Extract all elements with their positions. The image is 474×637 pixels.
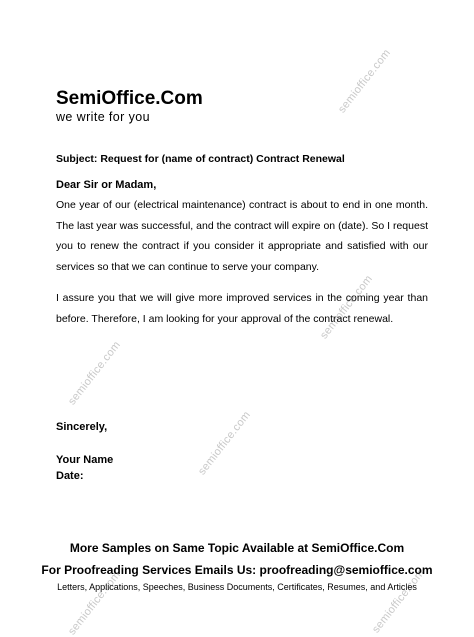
letter-paragraph-1: One year of our (electrical maintenance) contract is about to end in one month. The last year was successful, and the contract will expire on (date). So I request you to renew the contract if you consider it appropriate and satisfied with our services so that we can continue to serve your company. bbox=[56, 199, 428, 273]
watermark-text: semioffice.com bbox=[196, 409, 254, 478]
footer-more-samples: More Samples on Same Topic Available at SemiOffice.Com bbox=[69, 541, 405, 555]
brand-tagline: we write for you bbox=[56, 110, 150, 124]
signature-block bbox=[56, 452, 113, 484]
letter-salutation: Dear Sir or Madam, bbox=[56, 179, 157, 191]
letter-paragraph-2: I assure you that we will give more improved services in the coming year than before. Therefore, I am looking for your approval of the contract renewal. bbox=[56, 292, 428, 325]
brand-header bbox=[56, 88, 203, 124]
watermark-text: semioffice.com bbox=[66, 569, 124, 637]
footer-proofreading: For Proofreading Services Emails Us: proofreading@semioffice.com bbox=[41, 563, 433, 577]
brand-name: SemiOffice.Com bbox=[56, 88, 203, 109]
signature-name: Your Name bbox=[56, 454, 114, 466]
letter-subject: Subject: Request for (name of contract) Contract Renewal bbox=[56, 153, 345, 165]
footer-categories: Letters, Applications, Speeches, Business Documents, Certificates, Resumes, and Articles bbox=[57, 582, 417, 592]
watermark-text: semioffice.com bbox=[370, 567, 428, 636]
watermark-text: semioffice.com bbox=[318, 273, 376, 342]
watermark-text: semioffice.com bbox=[66, 339, 124, 408]
watermark-text: semioffice.com bbox=[336, 47, 394, 116]
letter-closing: Sincerely, bbox=[56, 421, 108, 433]
signature-date: Date: bbox=[56, 470, 84, 482]
